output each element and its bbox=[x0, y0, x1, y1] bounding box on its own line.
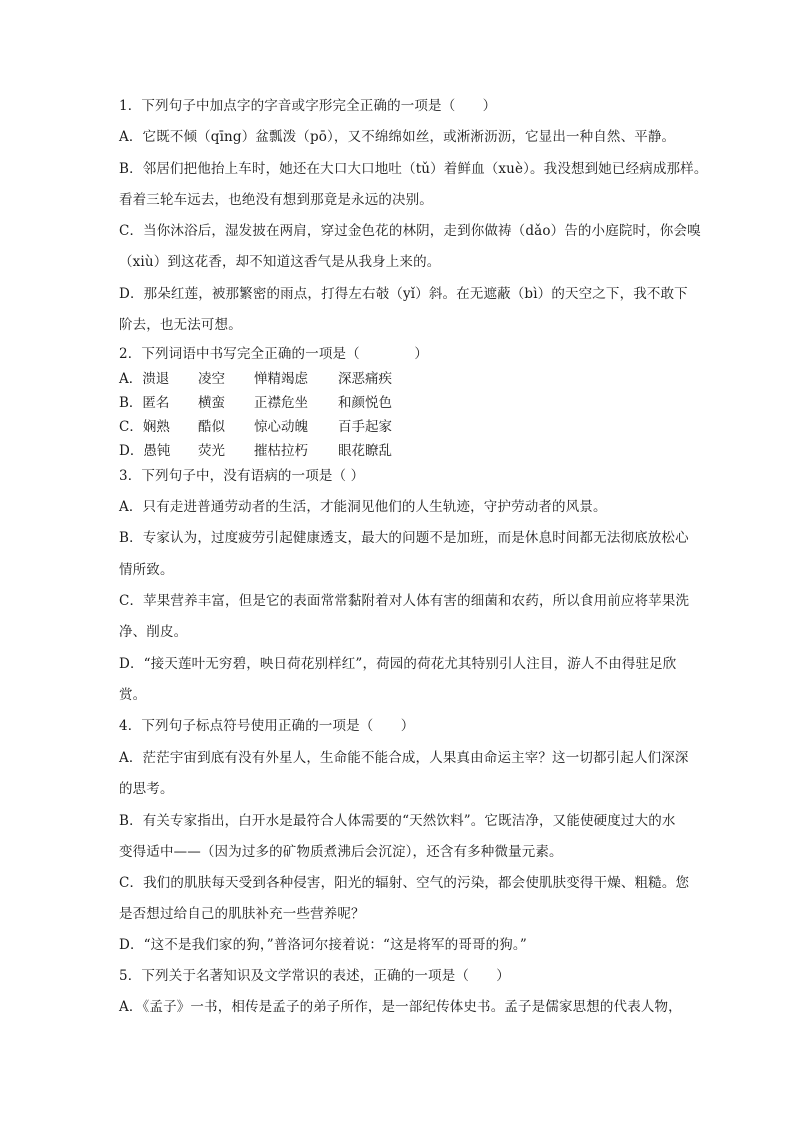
question-1-option-b-line2: 看着三轮车远去，也绝没有想到那竟是永远的决别。 bbox=[119, 192, 433, 208]
question-3-option-c-line2: 净、削皮。 bbox=[119, 624, 188, 640]
word-cell: C．娴熟 bbox=[119, 419, 170, 435]
question-3-option-b-line2: 情所致。 bbox=[119, 562, 174, 578]
word-cell: 摧枯拉朽 bbox=[254, 443, 308, 459]
question-4-option-c-line1: C．我们的肌肤每天受到各种侵害，阳光的辐射、空气的污染，都会使肌肤变得干燥、粗糙。您 bbox=[119, 875, 690, 891]
question-5-option-a-line1: A．《孟子》一书，相传是孟子的弟子所作，是一部纪传体史书。孟子是儒家思想的代表人物， bbox=[119, 999, 682, 1015]
question-2-stem: 2．下列词语中书写完全正确的一项是（ ） bbox=[119, 346, 429, 362]
question-3-option-d-line1: D．“接天莲叶无穷碧，映日荷花别样红”，荷园的荷花尤其特别引人注目，游人不由得驻足欣 bbox=[119, 656, 677, 672]
word-cell: 百手起家 bbox=[338, 419, 392, 435]
word-cell: 深恶痛疾 bbox=[338, 371, 392, 387]
question-1-option-c-line1: C．当你沐浴后，湿发披在两肩，穿过金色花的林阴，走到你做祷（dǎo）告的小庭院时，你会嗅 bbox=[119, 223, 701, 239]
question-3-option-b-line1: B．专家认为，过度疲劳引起健康透支，最大的问题不是加班，而是休息时间都无法彻底放松心 bbox=[119, 530, 689, 546]
question-3-option-a: A．只有走进普通劳动者的生活，才能洞见他们的人生轨迹，守护劳动者的风景。 bbox=[119, 499, 607, 515]
word-cell: 正襟危坐 bbox=[254, 395, 308, 411]
question-1-option-d-line1: D．那朵红莲，被那繁密的雨点，打得左右攲（yǐ）斜。在无遮蔽（bì）的天空之下，我不敢下 bbox=[119, 286, 688, 302]
question-4-option-b-line2: 变得适中——（因为过多的矿物质煮沸后会沉淀），还含有多种微量元素。 bbox=[119, 844, 563, 860]
question-4-stem: 4．下列句子标点符号使用正确的一项是（ ） bbox=[119, 718, 415, 734]
word-cell: 荧光 bbox=[198, 443, 225, 459]
question-1-option-a: A．它既不倾（qīng）盆瓢泼（pō），又不绵绵如丝，或淅淅沥沥，它显出一种自然、平静。 bbox=[119, 129, 676, 145]
question-4-option-a-line1: A．茫茫宇宙到底有没有外星人，生命能不能合成，人果真由命运主宰？这一切都引起人们深深 bbox=[119, 750, 689, 766]
question-3-option-d-line2: 赏。 bbox=[119, 687, 147, 703]
word-cell: 和颜悦色 bbox=[338, 395, 392, 411]
question-5-stem: 5．下列关于名著知识及文学常识的表述，正确的一项是（ ） bbox=[119, 968, 510, 984]
word-cell: D．愚钝 bbox=[119, 443, 171, 459]
question-1-option-b-line1: B．邻居们把他抬上车时，她还在大口大口地吐（tǔ）着鲜血（xuè）。我没想到她已经病成那样。 bbox=[119, 161, 708, 177]
question-4-option-d: D．“这不是我们家的狗，”普洛诃尔接着说：“这是将军的哥哥的狗。” bbox=[119, 937, 527, 953]
question-1-option-d-line2: 阶去，也无法可想。 bbox=[119, 317, 242, 333]
word-cell: A．溃退 bbox=[119, 371, 170, 387]
question-1-stem: 1．下列句子中加点字的字音或字形完全正确的一项是（ ） bbox=[119, 98, 497, 114]
word-cell: 眼花瞭乱 bbox=[338, 443, 392, 459]
question-4-option-c-line2: 是否想过给自己的肌肤补充一些营养呢？ bbox=[119, 906, 365, 922]
word-cell: B．匿名 bbox=[119, 395, 170, 411]
question-4-option-b-line1: B．有关专家指出，白开水是最符合人体需要的“天然饮料”。它既洁净，又能使硬度过大的水 bbox=[119, 813, 676, 829]
question-4-option-a-line2: 的思考。 bbox=[119, 781, 174, 797]
question-3-option-c-line1: C．苹果营养丰富，但是它的表面常常黏附着对人体有害的细菌和农药，所以食用前应将苹果洗 bbox=[119, 593, 690, 609]
question-1-option-c-line2: （xiù）到这花香，却不知道这香气是从我身上来的。 bbox=[119, 254, 441, 270]
word-cell: 惮精竭虑 bbox=[254, 371, 308, 387]
word-cell: 酷似 bbox=[198, 419, 225, 435]
word-cell: 惊心动魄 bbox=[254, 419, 308, 435]
question-3-stem: 3．下列句子中，没有语病的一项是（ ） bbox=[119, 468, 365, 484]
word-cell: 横蛮 bbox=[198, 395, 225, 411]
word-cell: 凌空 bbox=[198, 371, 225, 387]
